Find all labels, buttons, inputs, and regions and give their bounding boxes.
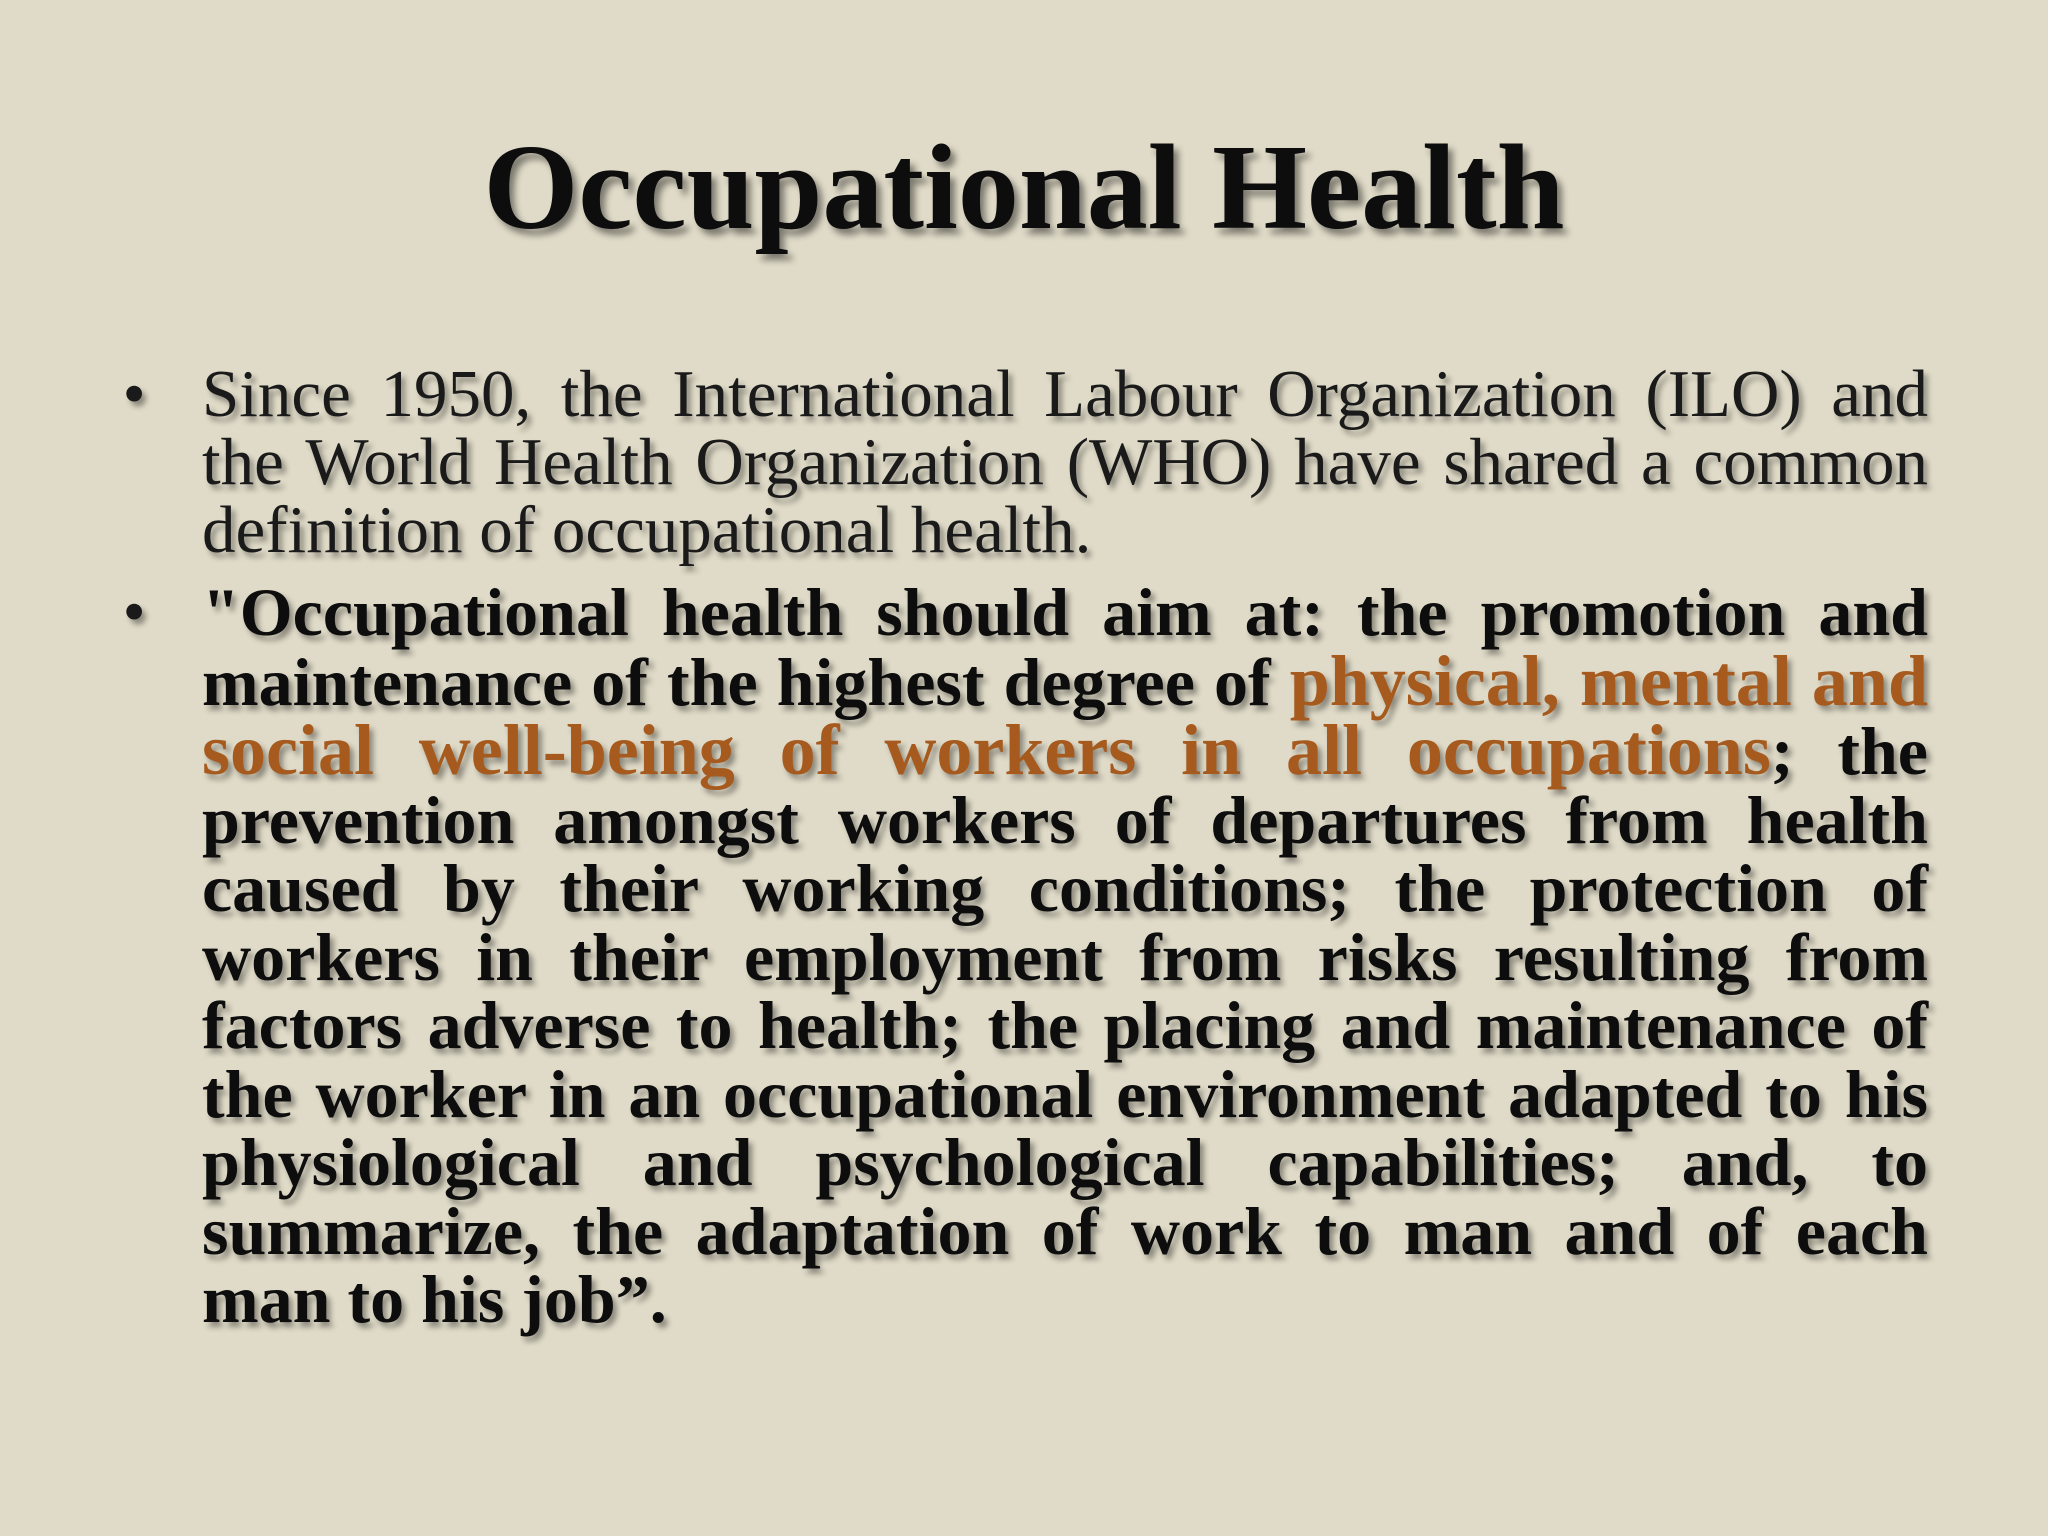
slide-title: Occupational Health xyxy=(483,120,1565,255)
bullet-list xyxy=(120,357,1928,1337)
bullet-text: Since 1950, the International Labour Organization (ILO) and the World Health Organization (WHO) have shared a common definition of occupational health. xyxy=(202,357,1928,567)
definition-highlight: physical, mental and social well-being of workers in all occupations xyxy=(202,640,1928,790)
bullet-item-ilo-who xyxy=(120,357,1928,567)
bullet-item-definition xyxy=(120,574,1928,1337)
bullet-icon: • xyxy=(124,579,145,644)
bullet-icon: • xyxy=(124,361,145,426)
definition-text-end: ; the prevention amongst workers of departures from health caused by their working conditions; the protection of workers in their employment from risks resulting from factors adverse to health; the placing and maintenance of the worker in an occupational environment adapted to his physiological and psychological capabilities; and, to summarize, the adaptation of work to man and of each man to his job”. xyxy=(202,713,1928,1337)
definition-text-start: "Occupational health should aim at: the promotion and maintenance of the highest degree of xyxy=(202,574,1928,720)
